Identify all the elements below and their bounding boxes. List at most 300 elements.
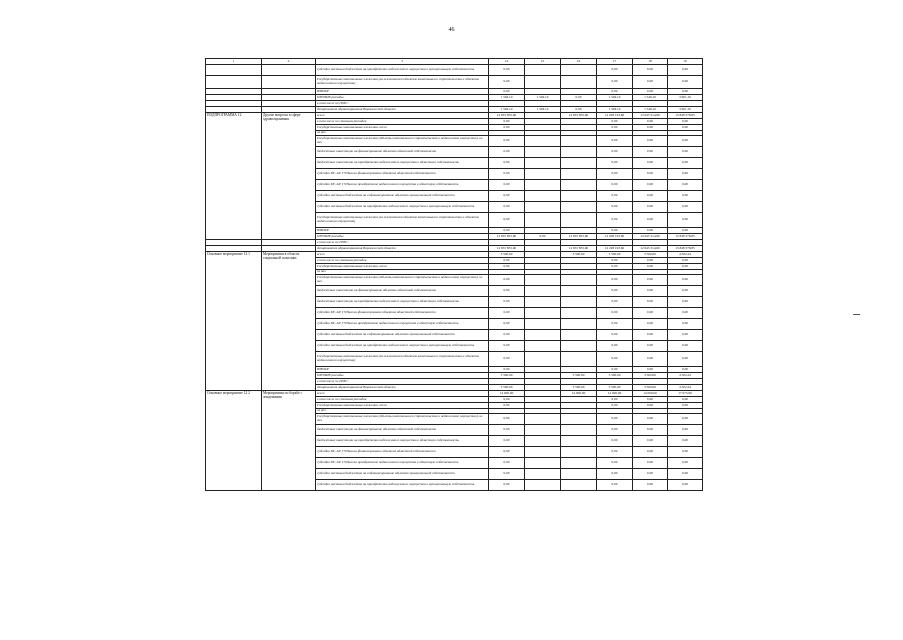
amount-cell	[525, 352, 561, 367]
expense-description-cell: НИОКР	[316, 228, 489, 234]
amount-cell: 0,00	[633, 436, 668, 447]
amount-cell: 0,00	[633, 352, 668, 367]
amount-cell: 0,00	[633, 447, 668, 458]
amount-cell	[561, 414, 597, 425]
amount-cell: 0,00	[633, 147, 668, 158]
expense-description-cell: субсидии БУ, АУ, ГУПам на финансирование объектов областной собственности	[316, 169, 489, 180]
amount-cell: 0,00	[633, 202, 668, 213]
expense-description-cell: субсидии БУ, АУ, ГУПам на финансирование объектов областной собственности	[316, 308, 489, 319]
amount-cell	[525, 286, 561, 297]
program-code-cell: ПОДПРОГРАММА 12	[206, 113, 262, 240]
amount-cell: 12 645 314,60	[633, 246, 668, 252]
amount-cell: 0,00	[668, 264, 703, 270]
col-header: 15	[525, 59, 561, 65]
amount-cell: 0,00	[668, 158, 703, 169]
amount-cell: 0,00	[489, 125, 525, 131]
col-header: 3	[316, 59, 489, 65]
amount-cell: 4 502,24	[668, 252, 703, 258]
amount-cell: 0,00	[633, 308, 668, 319]
amount-cell	[561, 65, 597, 76]
empty-cell	[206, 65, 262, 76]
amount-cell	[561, 169, 597, 180]
expense-description-cell: в том числе по статьям расходов	[316, 258, 489, 264]
expense-description-cell: Государственные капитальные вложения (объекты капитального строительства и недвижимое имущество), из них	[316, 136, 489, 147]
amount-cell: 12 655 855,60	[489, 234, 525, 240]
amount-cell	[561, 436, 597, 447]
amount-cell: 3 500,00	[633, 252, 668, 258]
amount-cell: 0,00	[489, 397, 525, 403]
expense-description-cell: в том числе по статьям расходов	[316, 119, 489, 125]
amount-cell: 0,00	[597, 330, 633, 341]
amount-cell: 0,00	[668, 169, 703, 180]
amount-cell: 0,00	[633, 425, 668, 436]
amount-cell: 0,00	[597, 180, 633, 191]
amount-cell: 0,00	[633, 125, 668, 131]
amount-cell	[525, 147, 561, 158]
amount-cell: 0,00	[489, 119, 525, 125]
expense-description-cell: ПРОЧИЕ расходы	[316, 373, 489, 379]
expense-description-cell: в том числе по ГРБС:	[316, 101, 489, 107]
amount-cell: 0,00	[561, 107, 597, 113]
amount-cell: 0,00	[597, 258, 633, 264]
amount-cell: 0,00	[597, 202, 633, 213]
amount-cell	[561, 469, 597, 480]
amount-cell: 0,00	[668, 397, 703, 403]
amount-cell	[561, 330, 597, 341]
amount-cell	[561, 191, 597, 202]
amount-cell: 0,00	[489, 65, 525, 76]
amount-cell: 0,00	[668, 286, 703, 297]
amount-cell	[561, 319, 597, 330]
amount-cell: 0,00	[597, 425, 633, 436]
amount-cell: 0,00	[525, 234, 561, 240]
expense-description-cell: бюджетные инвестиции на приобретение недвижимого имущества в областную собственность	[316, 158, 489, 169]
expense-description-cell: из них	[316, 409, 489, 414]
amount-cell: 12 228 193,60	[597, 113, 633, 119]
amount-cell: 0,00	[597, 469, 633, 480]
amount-cell: 0,00	[668, 180, 703, 191]
amount-cell: 0,00	[633, 319, 668, 330]
expense-description-cell: всего	[316, 391, 489, 397]
expense-description-cell: ПРОЧИЕ расходы	[316, 95, 489, 101]
expense-description-cell: субсидии местным бюджетам на софинансирование объектов муниципальной собственности	[316, 330, 489, 341]
empty-cell	[262, 76, 316, 89]
budget-table-sheet	[205, 58, 702, 491]
expense-description-cell: субсидии БУ, АУ, ГУПам на приобретение недвижимого имущества в областную собственность	[316, 319, 489, 330]
amount-cell: 0,00	[633, 414, 668, 425]
amount-cell: 0,00	[668, 469, 703, 480]
amount-cell: 1 549,10	[525, 95, 561, 101]
expense-description-cell: Государственные капитальные вложения, всего	[316, 264, 489, 270]
empty-cell	[262, 65, 316, 76]
expense-description-cell: субсидии местным бюджетам на приобретение недвижимого имущества в муниципальную собственность	[316, 65, 489, 76]
amount-cell: 0,00	[633, 136, 668, 147]
amount-cell	[525, 341, 561, 352]
amount-cell: 12 655 855,60	[561, 113, 597, 119]
amount-cell: 12 228 193,60	[597, 234, 633, 240]
amount-cell	[561, 297, 597, 308]
amount-cell	[561, 458, 597, 469]
amount-cell: 0,00	[668, 275, 703, 286]
amount-cell: 1 549,10	[525, 107, 561, 113]
amount-cell: 0,00	[633, 403, 668, 409]
expense-description-cell: субсидии местным бюджетам на приобретение недвижимого имущества в муниципальную собственность	[316, 341, 489, 352]
amount-cell: 12 655 855,60	[489, 246, 525, 252]
amount-cell: 0,00	[597, 228, 633, 234]
amount-cell: 0,00	[668, 228, 703, 234]
amount-cell	[525, 458, 561, 469]
amount-cell: 1 549,10	[633, 107, 668, 113]
amount-cell: 0,00	[597, 191, 633, 202]
expense-description-cell: в том числе по статьям расходов	[316, 397, 489, 403]
amount-cell: 15 848 378,85	[668, 234, 703, 240]
margin-mark	[853, 314, 860, 315]
expense-description-cell: департамент здравоохранения Воронежской области	[316, 385, 489, 391]
amount-cell	[525, 169, 561, 180]
amount-cell: 0,00	[668, 125, 703, 131]
expense-description-cell: субсидии БУ, АУ, ГУПам на приобретение недвижимого имущества в областную собственность	[316, 180, 489, 191]
amount-cell: 0,00	[597, 286, 633, 297]
budget-table	[205, 58, 703, 491]
amount-cell: 0,00	[633, 213, 668, 228]
amount-cell: 0,00	[633, 330, 668, 341]
amount-cell	[525, 275, 561, 286]
amount-cell: 0,00	[489, 158, 525, 169]
amount-cell: 12 655 855,60	[561, 234, 597, 240]
expense-description-cell: НИОКР	[316, 89, 489, 95]
amount-cell: 0,00	[668, 352, 703, 367]
amount-cell: 0,00	[597, 480, 633, 491]
col-header: 18	[633, 59, 668, 65]
col-header: 14	[489, 59, 525, 65]
amount-cell: 14 000,00	[561, 391, 597, 397]
expense-description-cell: из них	[316, 131, 489, 136]
amount-cell: 0,00	[489, 76, 525, 89]
expense-description-cell: в том числе по ГРБС:	[316, 240, 489, 246]
amount-cell: 0,00	[668, 213, 703, 228]
expense-description-cell: из них	[316, 270, 489, 275]
amount-cell: 1 549,10	[489, 95, 525, 101]
amount-cell	[525, 480, 561, 491]
amount-cell: 0,00	[597, 65, 633, 76]
amount-cell: 14 000,00	[633, 391, 668, 397]
expense-description-cell: Государственные капитальные вложения, всего	[316, 403, 489, 409]
amount-cell: 0,00	[668, 119, 703, 125]
amount-cell	[525, 469, 561, 480]
amount-cell: 0,00	[668, 147, 703, 158]
amount-cell: 0,00	[633, 169, 668, 180]
amount-cell: 0,00	[668, 447, 703, 458]
amount-cell: 0,00	[489, 147, 525, 158]
amount-cell	[561, 286, 597, 297]
expense-description-cell: бюджетные инвестиции на приобретение недвижимого имущества в областную собственность	[316, 297, 489, 308]
table-row	[206, 76, 703, 89]
amount-cell: 12 645 314,60	[633, 234, 668, 240]
amount-cell: 0,00	[489, 367, 525, 373]
empty-cell	[206, 76, 262, 89]
amount-cell: 0,00	[489, 414, 525, 425]
amount-cell: 0,00	[668, 202, 703, 213]
amount-cell	[525, 202, 561, 213]
amount-cell: 0,00	[489, 469, 525, 480]
amount-cell: 12 655 855,60	[561, 246, 597, 252]
program-title-cell: Мероприятия в области социальной политики	[262, 252, 316, 391]
col-header: 19	[668, 59, 703, 65]
expense-description-cell: Государственные капитальные вложения (за исключением объектов капитального строительства и объектов недвижимого имущества)	[316, 213, 489, 228]
col-header: 2	[262, 59, 316, 65]
table-body	[206, 59, 703, 491]
amount-cell	[525, 136, 561, 147]
amount-cell: 0,00	[597, 447, 633, 458]
amount-cell	[525, 447, 561, 458]
expense-description-cell: Государственные капитальные вложения (за исключением объектов капитального строительства и объектов недвижимого имущества)	[316, 76, 489, 89]
amount-cell: 0,00	[633, 258, 668, 264]
amount-cell	[561, 425, 597, 436]
amount-cell: 0,00	[597, 89, 633, 95]
amount-cell	[525, 180, 561, 191]
expense-description-cell: бюджетные инвестиции на финансирование объектов областной собственности	[316, 286, 489, 297]
amount-cell: 0,00	[633, 297, 668, 308]
amount-cell: 0,00	[597, 169, 633, 180]
amount-cell	[525, 308, 561, 319]
amount-cell: 0,00	[489, 352, 525, 367]
amount-cell: 4 502,24	[668, 385, 703, 391]
amount-cell: 15 848 378,85	[668, 246, 703, 252]
amount-cell: 0,00	[633, 469, 668, 480]
expense-description-cell: субсидии местным бюджетам на приобретение недвижимого имущества в муниципальную собственность	[316, 480, 489, 491]
amount-cell	[561, 147, 597, 158]
expense-description-cell: субсидии местным бюджетам на софинансирование объектов муниципальной собственности	[316, 191, 489, 202]
expense-description-cell: департамент здравоохранения Воронежской области	[316, 246, 489, 252]
amount-cell: 0,00	[668, 319, 703, 330]
expense-description-cell: Государственные капитальные вложения (объекты капитального строительства и недвижимое имущество), из них	[316, 275, 489, 286]
amount-cell: 0,00	[597, 403, 633, 409]
amount-cell: 0,00	[668, 258, 703, 264]
amount-cell: 0,00	[489, 297, 525, 308]
amount-cell: 0,00	[668, 341, 703, 352]
amount-cell: 0,00	[668, 414, 703, 425]
amount-cell: 0,00	[633, 275, 668, 286]
expense-description-cell: ПРОЧИЕ расходы	[316, 234, 489, 240]
amount-cell: 0,00	[668, 458, 703, 469]
amount-cell: 0,00	[489, 436, 525, 447]
col-header: 1	[206, 59, 262, 65]
amount-cell	[525, 76, 561, 89]
amount-cell: 3 500,00	[561, 373, 597, 379]
amount-cell: 17 675,96	[668, 391, 703, 397]
expense-description-cell: бюджетные инвестиции на финансирование объектов областной собственности	[316, 147, 489, 158]
amount-cell: 0,00	[489, 89, 525, 95]
amount-cell: 0,00	[597, 213, 633, 228]
amount-cell: 0,00	[489, 264, 525, 270]
amount-cell: 0,00	[597, 414, 633, 425]
amount-cell: 15 848 378,85	[668, 113, 703, 119]
col-header: 16	[561, 59, 597, 65]
program-title-cell: Другие вопросы в сфере здравоохранения	[262, 113, 316, 240]
amount-cell: 0,00	[489, 258, 525, 264]
amount-cell: 0,00	[668, 297, 703, 308]
amount-cell	[561, 202, 597, 213]
amount-cell	[525, 425, 561, 436]
amount-cell: 0,00	[633, 89, 668, 95]
amount-cell: 0,00	[668, 136, 703, 147]
amount-cell: 3 500,00	[597, 252, 633, 258]
amount-cell: 0,00	[597, 264, 633, 270]
amount-cell: 0,00	[489, 275, 525, 286]
amount-cell: 0,00	[668, 308, 703, 319]
table-row	[206, 65, 703, 76]
amount-cell: 0,00	[489, 228, 525, 234]
amount-cell: 3 901,10	[668, 95, 703, 101]
amount-cell: 0,00	[597, 367, 633, 373]
amount-cell: 0,00	[489, 169, 525, 180]
amount-cell: 0,00	[633, 341, 668, 352]
amount-cell	[525, 213, 561, 228]
amount-cell: 1 549,10	[597, 107, 633, 113]
amount-cell: 0,00	[597, 319, 633, 330]
expense-description-cell: субсидии БУ, АУ, ГУПам на финансирование объектов областной собственности	[316, 447, 489, 458]
amount-cell: 3 500,00	[561, 385, 597, 391]
amount-cell: 12 228 193,60	[597, 246, 633, 252]
amount-cell	[525, 65, 561, 76]
expense-description-cell: бюджетные инвестиции на приобретение недвижимого имущества в областную собственность	[316, 436, 489, 447]
amount-cell: 3 500,00	[597, 373, 633, 379]
amount-cell: 0,00	[597, 436, 633, 447]
amount-cell: 0,00	[489, 425, 525, 436]
amount-cell	[525, 414, 561, 425]
amount-cell: 0,00	[668, 330, 703, 341]
amount-cell: 0,00	[597, 275, 633, 286]
amount-cell: 0,00	[489, 213, 525, 228]
program-code-cell: Основное мероприятие 12.1	[206, 252, 262, 391]
amount-cell: 0,00	[597, 136, 633, 147]
amount-cell: 0,00	[489, 202, 525, 213]
amount-cell: 3 500,00	[597, 385, 633, 391]
program-title-cell: Мероприятия по борьбе с эпидемиями	[262, 391, 316, 491]
amount-cell: 0,00	[633, 286, 668, 297]
expense-description-cell: Государственные капитальные вложения (объекты капитального строительства и недвижимое имущество), из них	[316, 414, 489, 425]
amount-cell: 1 549,10	[597, 95, 633, 101]
amount-cell: 0,00	[633, 397, 668, 403]
amount-cell	[561, 480, 597, 491]
amount-cell	[561, 341, 597, 352]
expense-description-cell: НИОКР	[316, 367, 489, 373]
amount-cell: 0,00	[489, 330, 525, 341]
amount-cell: 0,00	[633, 76, 668, 89]
amount-cell: 0,00	[668, 436, 703, 447]
amount-cell: 3 500,00	[633, 385, 668, 391]
amount-cell	[561, 447, 597, 458]
amount-cell	[561, 308, 597, 319]
amount-cell: 0,00	[597, 341, 633, 352]
amount-cell: 0,00	[633, 119, 668, 125]
expense-description-cell: департамент здравоохранения Воронежской области	[316, 107, 489, 113]
amount-cell: 12 645 314,60	[633, 113, 668, 119]
program-code-cell: Основное мероприятие 12.2	[206, 391, 262, 491]
amount-cell	[525, 319, 561, 330]
amount-cell: 0,00	[489, 403, 525, 409]
amount-cell: 3 500,00	[489, 252, 525, 258]
amount-cell: 1 549,10	[633, 95, 668, 101]
amount-cell: 4 502,24	[668, 373, 703, 379]
amount-cell: 3 500,00	[489, 373, 525, 379]
amount-cell	[561, 180, 597, 191]
amount-cell: 0,00	[668, 367, 703, 373]
amount-cell: 0,00	[489, 341, 525, 352]
amount-cell: 3 500,00	[561, 252, 597, 258]
amount-cell	[561, 76, 597, 89]
amount-cell: 0,00	[489, 458, 525, 469]
amount-cell: 0,00	[597, 125, 633, 131]
amount-cell: 0,00	[633, 458, 668, 469]
amount-cell	[561, 213, 597, 228]
amount-cell: 0,00	[597, 352, 633, 367]
amount-cell: 0,00	[489, 447, 525, 458]
amount-cell: 0,00	[597, 119, 633, 125]
expense-description-cell: всего	[316, 252, 489, 258]
expense-description-cell: субсидии местным бюджетам на софинансирование объектов муниципальной собственности	[316, 469, 489, 480]
amount-cell	[525, 297, 561, 308]
amount-cell: 0,00	[489, 191, 525, 202]
amount-cell: 3 500,00	[489, 385, 525, 391]
amount-cell: 0,00	[489, 319, 525, 330]
amount-cell: 0,00	[633, 264, 668, 270]
amount-cell: 0,00	[597, 147, 633, 158]
amount-cell: 0,00	[597, 297, 633, 308]
amount-cell: 0,00	[668, 480, 703, 491]
amount-cell: 0,00	[668, 76, 703, 89]
amount-cell: 0,00	[633, 228, 668, 234]
amount-cell: 0,00	[668, 89, 703, 95]
amount-cell	[561, 352, 597, 367]
amount-cell: 0,00	[597, 397, 633, 403]
amount-cell: 0,00	[668, 65, 703, 76]
amount-cell: 0,00	[633, 65, 668, 76]
amount-cell: 1 549,10	[489, 107, 525, 113]
amount-cell: 0,00	[597, 308, 633, 319]
amount-cell: 14 000,00	[597, 391, 633, 397]
amount-cell: 0,00	[489, 480, 525, 491]
amount-cell: 0,00	[633, 480, 668, 491]
amount-cell	[525, 436, 561, 447]
expense-description-cell: субсидии местным бюджетам на приобретение недвижимого имущества в муниципальную собственность	[316, 202, 489, 213]
amount-cell: 0,00	[633, 367, 668, 373]
amount-cell: 0,00	[668, 425, 703, 436]
page-number: 46	[448, 27, 455, 33]
amount-cell	[525, 158, 561, 169]
amount-cell: 0,00	[668, 191, 703, 202]
amount-cell: 0,00	[633, 191, 668, 202]
amount-cell	[525, 330, 561, 341]
amount-cell: 0,00	[489, 136, 525, 147]
amount-cell: 0,00	[489, 180, 525, 191]
amount-cell: 3 500,00	[633, 373, 668, 379]
expense-description-cell: субсидии БУ, АУ, ГУПам на приобретение недвижимого имущества в областную собственность	[316, 458, 489, 469]
amount-cell	[561, 275, 597, 286]
amount-cell: 0,00	[668, 403, 703, 409]
amount-cell: 0,00	[489, 286, 525, 297]
amount-cell: 0,00	[597, 158, 633, 169]
amount-cell: 0,00	[597, 458, 633, 469]
amount-cell: 3 901,10	[668, 107, 703, 113]
amount-cell	[561, 158, 597, 169]
amount-cell	[561, 136, 597, 147]
expense-description-cell: Государственные капитальные вложения, всего	[316, 125, 489, 131]
amount-cell: 0,00	[633, 158, 668, 169]
amount-cell: 0,00	[633, 180, 668, 191]
amount-cell: 0,00	[561, 95, 597, 101]
expense-description-cell: Государственные капитальные вложения (за исключением объектов капитального строительства и объектов недвижимого имущества)	[316, 352, 489, 367]
